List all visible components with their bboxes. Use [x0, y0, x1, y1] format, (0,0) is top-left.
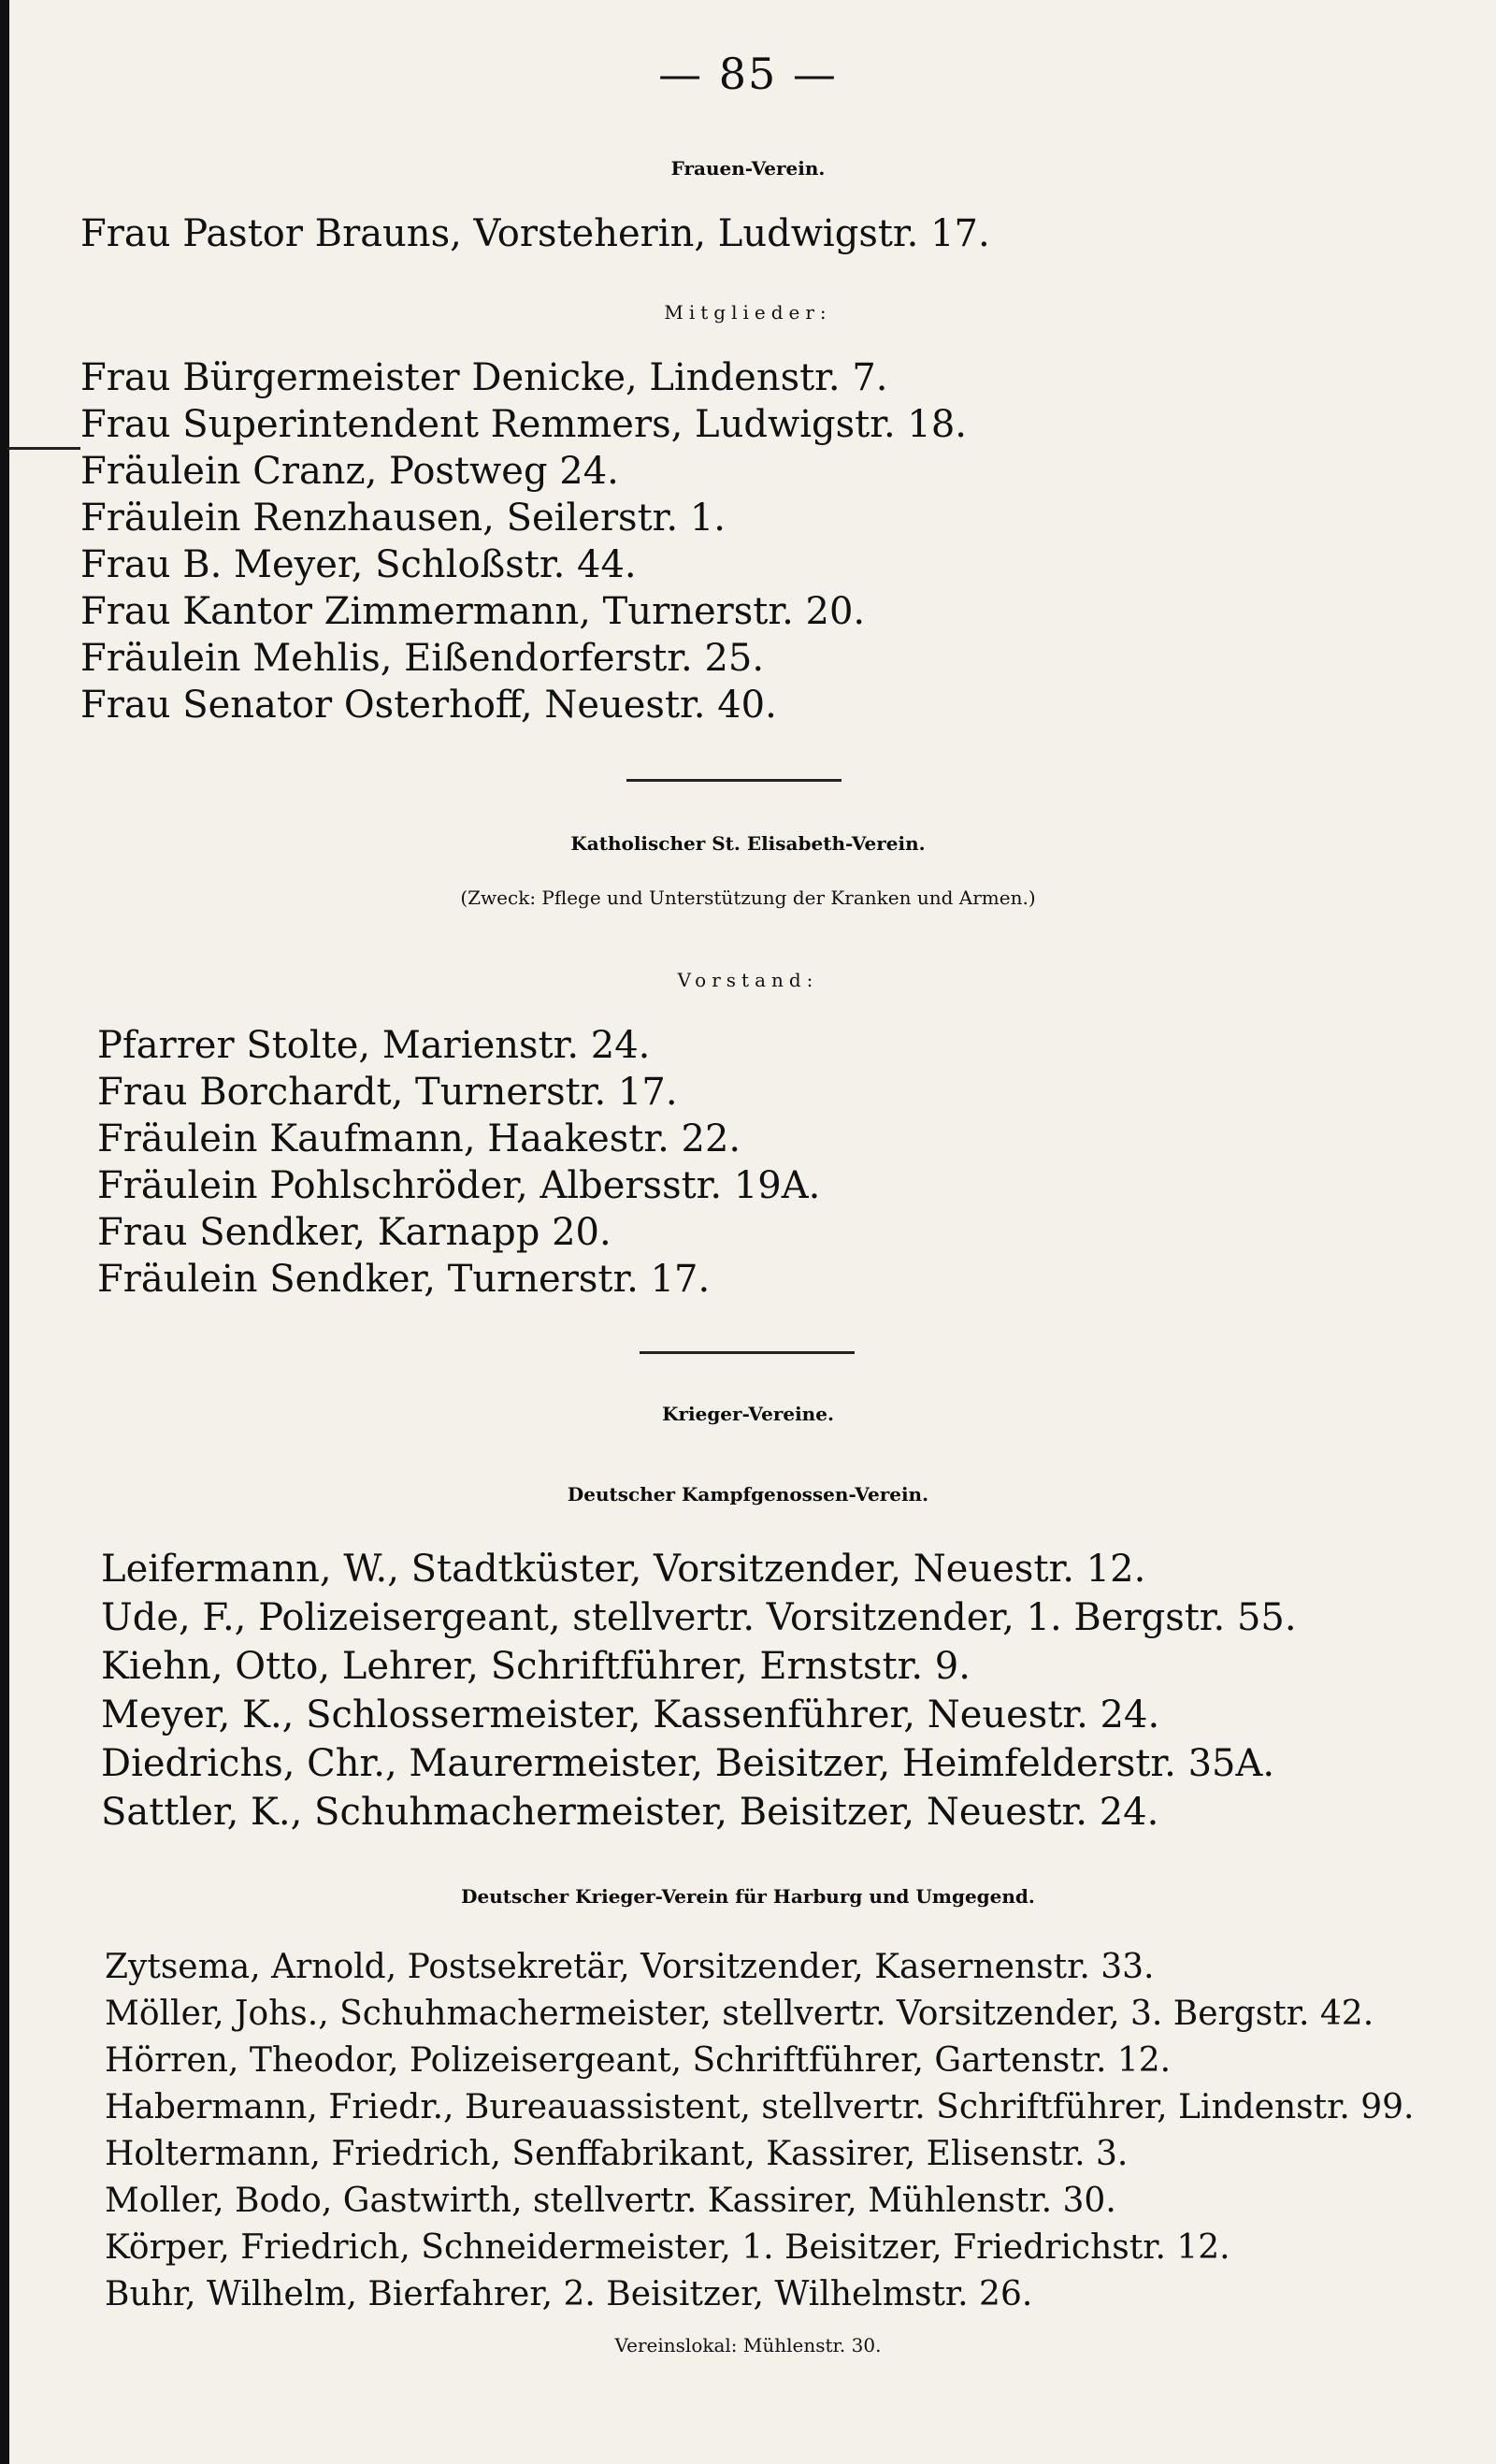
list-item: Habermann, Friedr., Bureauassistent, stellvertr. Schriftführer, Lindenstr. 99.: [105, 2088, 1415, 2126]
list-item: Möller, Johs., Schuhmachermeister, stellvertr. Vorsitzender, 3. Bergstr. 42.: [105, 1995, 1374, 2033]
list-item: Frau Senator Osterhoff, Neuestr. 40.: [80, 684, 777, 727]
section-divider: [626, 779, 842, 782]
section-title-frauen-verein: Frauen-Verein.: [670, 157, 826, 180]
list-item: Fräulein Cranz, Postweg 24.: [80, 450, 619, 493]
list-item: Hörren, Theodor, Polizeisergeant, Schriftführer, Gartenstr. 12.: [105, 2041, 1172, 2080]
section-title-elisabeth-verein: Katholischer St. Elisabeth-Verein.: [570, 832, 926, 855]
venue-line: Vereinslokal: Mühlenstr. 30.: [614, 2334, 882, 2356]
list-item: Fräulein Mehlis, Eißendorferstr. 25.: [80, 637, 765, 680]
margin-mark: [7, 447, 80, 450]
list-item: Körper, Friedrich, Schneidermeister, 1. Beisitzer, Friedrichstr. 12.: [105, 2228, 1230, 2267]
list-item: Pfarrer Stolte, Marienstr. 24.: [97, 1024, 651, 1067]
list-item: Moller, Bodo, Gastwirth, stellvertr. Kassirer, Mühlenstr. 30.: [105, 2182, 1116, 2220]
list-item: Frau Kantor Zimmermann, Turnerstr. 20.: [80, 590, 866, 633]
list-item: Frau Borchardt, Turnerstr. 17.: [97, 1071, 678, 1114]
list-item: Zytsema, Arnold, Postsekretär, Vorsitzender, Kasernenstr. 33.: [105, 1948, 1155, 1986]
board-heading: Vorstand:: [677, 969, 819, 991]
purpose-line: (Zweck: Pflege und Unterstützung der Kranken und Armen.): [460, 886, 1036, 909]
list-item: Fräulein Renzhausen, Seilerstr. 1.: [80, 497, 726, 540]
subsection-title-harburg: Deutscher Krieger-Verein für Harburg und Umgegend.: [461, 1885, 1035, 1908]
list-item: Buhr, Wilhelm, Bierfahrer, 2. Beisitzer, Wilhelmstr. 26.: [105, 2275, 1033, 2313]
list-item: Ude, F., Polizeisergeant, stellvertr. Vorsitzender, 1. Bergstr. 55.: [101, 1596, 1297, 1639]
section-title-krieger-vereine: Krieger-Vereine.: [662, 1403, 834, 1425]
members-heading: Mitglieder:: [664, 301, 832, 324]
subsection-title-kampfgenossen: Deutscher Kampfgenossen-Verein.: [567, 1483, 929, 1506]
list-item: Leifermann, W., Stadtküster, Vorsitzender, Neuestr. 12.: [101, 1548, 1146, 1591]
list-item: Meyer, K., Schlossermeister, Kassenführer, Neuestr. 24.: [101, 1693, 1160, 1736]
page-number: — 85 —: [658, 49, 838, 99]
list-item: Frau B. Meyer, Schloßstr. 44.: [80, 543, 637, 586]
section-divider: [640, 1351, 855, 1354]
list-item: Sattler, K., Schuhmachermeister, Beisitzer, Neuestr. 24.: [101, 1791, 1159, 1834]
list-item: Fräulein Kaufmann, Haakestr. 22.: [97, 1117, 741, 1160]
list-item: Frau Sendker, Karnapp 20.: [97, 1211, 611, 1254]
list-item: Kiehn, Otto, Lehrer, Schriftführer, Ernststr. 9.: [101, 1645, 971, 1688]
list-item: Frau Bürgermeister Denicke, Lindenstr. 7.: [80, 356, 888, 399]
list-item: Holtermann, Friedrich, Senffabrikant, Kassirer, Elisenstr. 3.: [105, 2135, 1129, 2173]
list-item: Fräulein Pohlschröder, Albersstr. 19A.: [97, 1164, 821, 1207]
list-item: Fräulein Sendker, Turnerstr. 17.: [97, 1258, 711, 1301]
scan-edge: [0, 0, 9, 2464]
list-item: Frau Superintendent Remmers, Ludwigstr. 18.: [80, 403, 967, 446]
chair-line: Frau Pastor Brauns, Vorsteherin, Ludwigstr. 17.: [80, 212, 990, 255]
list-item: Diedrichs, Chr., Maurermeister, Beisitzer, Heimfelderstr. 35A.: [101, 1742, 1275, 1785]
